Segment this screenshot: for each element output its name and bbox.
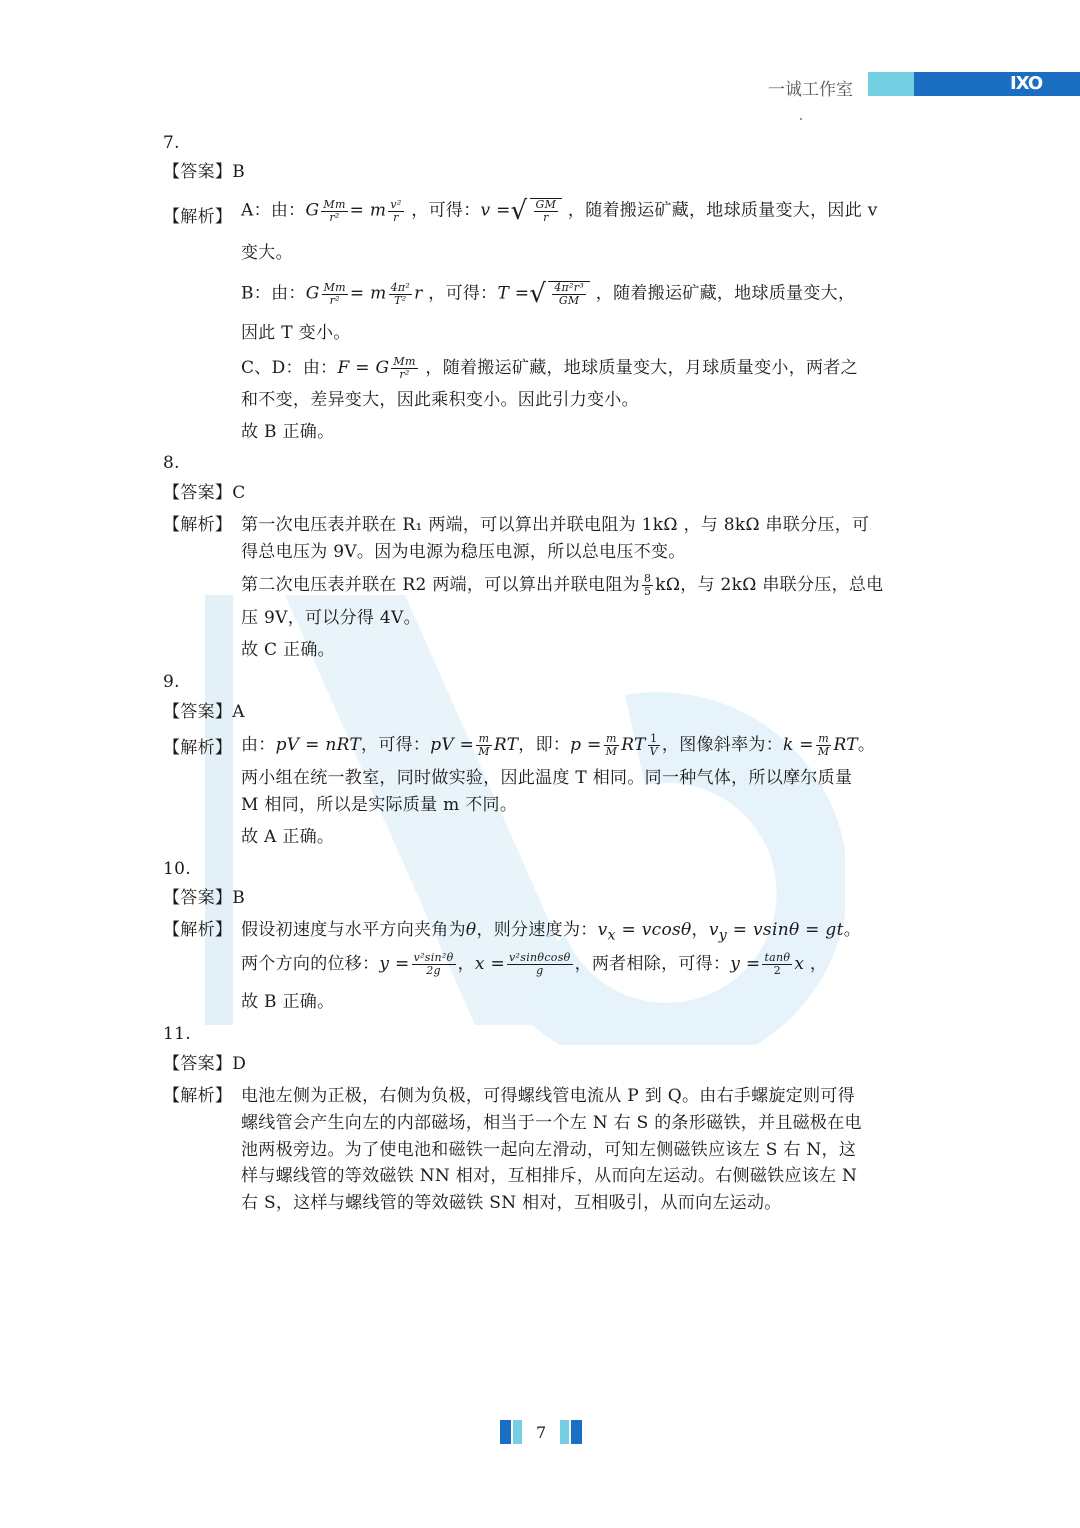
analysis-line: 假设初速度与水平方向夹角为θ，则分速度为：$v_x = vcos\theta$，$v_y = vsin\theta$ = gt。 (241, 920, 862, 944)
formula: RT (833, 735, 858, 755)
analysis-text: A：由： (241, 200, 306, 221)
formula: RT (621, 735, 646, 755)
answer-line (163, 700, 245, 724)
formula: p = (570, 735, 602, 755)
analysis-text: ，可得： (361, 735, 431, 755)
sqrt-icon: √ (510, 196, 528, 226)
formula-fraction: $\frac{8}{5}$ (643, 572, 652, 598)
header-accent-bar (868, 72, 914, 96)
question-number: 9. (163, 672, 180, 692)
analysis-text: 。 (857, 735, 876, 755)
formula: F = G (337, 358, 390, 378)
formula-fraction: $\frac{\text{v²sin²θ}}{2g}$ (413, 951, 454, 977)
answer-value: C (232, 483, 246, 503)
analysis-line (241, 733, 875, 758)
formula-fraction: $\frac{\tan\theta}{2}$ (764, 951, 791, 977)
brand-logo: IXO (1010, 73, 1043, 94)
answer-line (163, 886, 245, 910)
analysis-line (241, 573, 883, 598)
conclusion: 故 B 正确。 (241, 422, 335, 442)
analysis-text: ，可得： (411, 200, 481, 221)
analysis-text: ，两者相除，可得： (574, 954, 731, 974)
analysis-text: 第一次电压表并联在 R₁ 两端，可以算出并联电阻为 1kΩ ，与 8kΩ 串联分压，可 (241, 515, 870, 535)
analysis-tag: 【解析】 (163, 207, 233, 227)
analysis-text: 第二次电压表并联在 R2 两端，可以算出并联电阻为 (241, 575, 640, 595)
answer-tag: 【答案】 (163, 1054, 233, 1074)
answer-line (163, 481, 246, 505)
question-number: 8. (163, 453, 180, 473)
formula-fraction: $\frac{1}{V}$ (649, 732, 658, 758)
analysis-text: kΩ，与 2kΩ 串联分压，总电 (655, 575, 884, 595)
question-number: 11. (163, 1024, 191, 1044)
analysis-text: ，随着搬运矿藏，地球质量变大，因此 v (567, 200, 878, 221)
analysis-text: M 相同，所以是实际质量 m 不同。 (241, 795, 518, 815)
analysis-line: 两个方向的位移：y = $\frac{\text{v²sin²θ}}{2g}$ ，x = $\frac{\text{v²sinθcosθ}}{g}$ ，两者相除，可得：y = $\frac{\tan\theta}{2}$ x ， (241, 951, 828, 977)
analysis-text: 因此 T 变小。 (241, 323, 351, 343)
formula-sqrt: $\frac{\text{4π²r³}}{GM}$ (548, 281, 590, 307)
answer-tag: 【答案】 (163, 483, 233, 503)
header-title: 一诚工作室 (768, 80, 853, 100)
answer-value: B (232, 162, 245, 182)
formula: pV = (430, 735, 475, 755)
formula: r (414, 283, 423, 304)
analysis-text: ，可得： (428, 283, 498, 304)
analysis-cd-line (241, 356, 858, 381)
header-brand-bar (914, 72, 1080, 96)
analysis-text: 变大。 (241, 243, 293, 263)
analysis-text: 螺线管会产生向左的内部磁场，相当于一个左 N 右 S 的条形磁铁，并且磁极在电 (241, 1113, 862, 1133)
formula-fraction: $\frac{\text{v²sinθcosθ}}{g}$ (509, 951, 571, 977)
formula: G (305, 283, 320, 304)
formula-fraction: $\frac{m}{M}$ (817, 732, 830, 758)
sqrt-icon: √ (529, 279, 547, 309)
analysis-text: 两个方向的位移： (241, 954, 380, 974)
analysis-b-line (241, 281, 855, 307)
formula: y = (379, 954, 410, 974)
formula-fraction: $\frac{Mm}{\text{r²}}$ (323, 197, 346, 224)
analysis-text: 样与螺线管的等效磁铁 NN 相对，互相排斥，从而向左运动。右侧磁铁应该左 N (241, 1166, 858, 1186)
answer-value: B (232, 888, 245, 908)
footer-bar-right-dark (571, 1420, 582, 1444)
formula: k = (783, 735, 814, 755)
analysis-text: ，随着搬运矿藏，地球质量变大，月球质量变小，两者之 (425, 358, 858, 378)
formula: G (305, 200, 320, 221)
analysis-text: ， (804, 954, 828, 974)
formula-sqrt: $\frac{GM}{r}$ (530, 198, 563, 224)
formula: $v_y = vsin\theta$ = gt (708, 920, 844, 944)
formula: = m (349, 283, 387, 304)
formula-fraction: $\frac{\text{4π²}}{\text{T²}}$ (390, 280, 411, 307)
analysis-tag: 【解析】 (163, 920, 233, 940)
analysis-text: ，图像斜率为： (661, 735, 783, 755)
formula-fraction: $\frac{m}{M}$ (605, 732, 618, 758)
formula-fraction: $\frac{\text{v²}}{r}$ (390, 197, 402, 224)
page-number: 7 (536, 1423, 547, 1442)
formula: $v_x = vcos\theta$ (597, 920, 692, 944)
conclusion: 故 C 正确。 (241, 640, 335, 660)
formula: pV = nRT (275, 735, 362, 755)
analysis-text: 假设初速度与水平方向夹角为 (241, 920, 466, 940)
analysis-tag: 【解析】 (163, 738, 233, 758)
analysis-text: B：由： (241, 283, 306, 304)
answer-tag: 【答案】 (163, 162, 233, 182)
question-number: 10. (163, 859, 191, 879)
analysis-text: 右 S，这样与螺线管的等效磁铁 SN 相对，互相吸引，从而向左运动。 (241, 1193, 782, 1213)
conclusion: 故 A 正确。 (241, 827, 335, 847)
analysis-text: 两小组在统一教室，同时做实验，因此温度 T 相同。同一种气体，所以摩尔质量 (241, 768, 853, 788)
formula: θ (465, 920, 477, 940)
answer-line (163, 160, 245, 184)
analysis-text: 压 9V，可以分得 4V。 (241, 608, 421, 628)
answer-value: A (232, 702, 245, 722)
footer-bar-left-dark (500, 1420, 511, 1444)
formula: x (794, 954, 805, 974)
formula-fraction: $\frac{Mm}{\text{r²}}$ (323, 280, 346, 307)
analysis-text: C、D：由： (241, 358, 338, 378)
formula: x = (474, 954, 506, 974)
analysis-text: 由： (241, 735, 276, 755)
analysis-a-line (241, 198, 878, 224)
dot-mark (800, 118, 802, 120)
analysis-text: 和不变，差异变大，因此乘积变小。因此引力变小。 (241, 390, 639, 410)
footer-bar-right-light (560, 1420, 569, 1444)
conclusion: 故 B 正确。 (241, 992, 335, 1012)
formula: v = (480, 200, 511, 221)
answer-line (163, 1052, 246, 1076)
answer-tag: 【答案】 (163, 888, 233, 908)
formula: RT (493, 735, 519, 755)
formula: y = (730, 954, 761, 974)
formula: = m (349, 200, 387, 221)
analysis-text: ，随着搬运矿藏，地球质量变大， (595, 283, 856, 304)
analysis-text: 。 (843, 920, 862, 940)
analysis-text: 得总电压为 9V。因为电源为稳压电源，所以总电压不变。 (241, 542, 686, 562)
analysis-text: ，即： (518, 735, 571, 755)
formula-fraction: $\frac{m}{M}$ (478, 732, 490, 758)
analysis-text: 电池左侧为正极，右侧为负极，可得螺线管电流从 P 到 Q。由右手螺旋定则可得 (241, 1086, 855, 1106)
formula-fraction: $\frac{Mm}{\text{r²}}$ (393, 355, 416, 381)
analysis-text: ，则分速度为： (476, 920, 598, 940)
answer-tag: 【答案】 (163, 702, 233, 722)
analysis-tag: 【解析】 (163, 1086, 233, 1106)
analysis-tag: 【解析】 (163, 515, 233, 535)
footer-bar-left-light (513, 1420, 522, 1444)
question-number: 7. (163, 133, 180, 153)
analysis-text: 池两极旁边。为了使电池和磁铁一起向左滑动，可知左侧磁铁应该左 S 右 N，这 (241, 1140, 857, 1160)
formula: T = (497, 283, 530, 304)
answer-value: D (232, 1054, 247, 1074)
